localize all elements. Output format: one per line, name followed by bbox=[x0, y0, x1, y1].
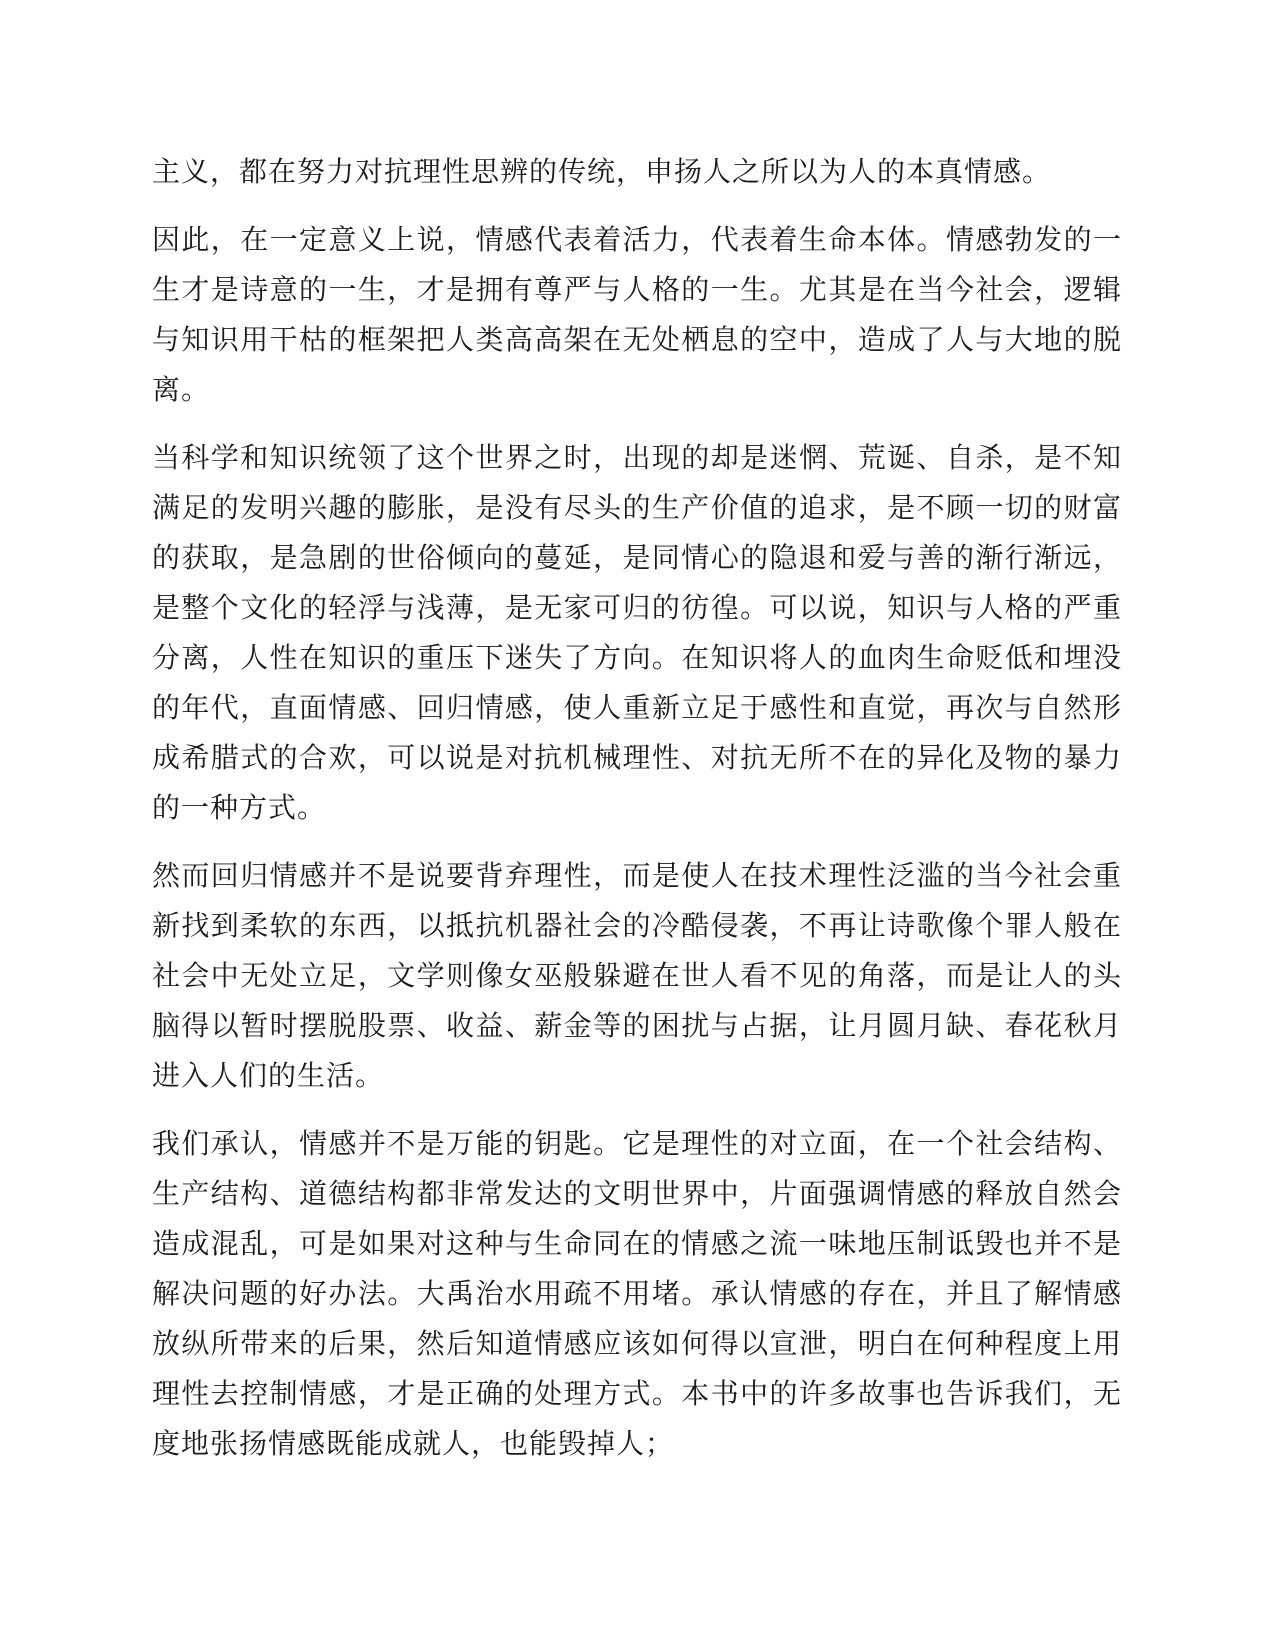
paragraph-1: 主义，都在努力对抗理性思辨的传统，申扬人之所以为人的本真情感。 bbox=[152, 155, 1052, 188]
paragraph-5: 我们承认，情感并不是万能的钥匙。它是理性的对立面，在一个社会结构、生产结构、道德结构都非常发达的文明世界中，片面强调情感的释放自然会造成混乱，可是如果对这种与生命同在的情感之流一味地压制诋毁也并不是解决问题的好办法。大禹治水用疏不用堵。承认情感的存在，并且了解情感放纵所带来的后果，然后知道情感应该如何得以宣泄，明白在何种程度上用理性去控制情感，才是正确的处理方式。本书中的许多故事也告诉我们，无度地张扬情感既能成就人，也能毁掉人； bbox=[152, 1127, 1122, 1460]
body-text bbox=[152, 147, 1122, 1487]
paragraph-2: 因此，在一定意义上说，情感代表着活力，代表着生命本体。情感勃发的一生才是诗意的一生，才是拥有尊严与人格的一生。尤其是在当今社会，逻辑与知识用干枯的框架把人类高高架在无处栖息的空中，造成了人与大地的脱离。 bbox=[152, 223, 1122, 406]
paragraph-4: 然而回归情感并不是说要背弃理性，而是使人在技术理性泛滥的当今社会重新找到柔软的东西，以抵抗机器社会的冷酷侵袭，不再让诗歌像个罪人般在社会中无处立足，文学则像女巫般躲避在世人看不见的角落，而是让人的头脑得以暂时摆脱股票、收益、薪金等的困扰与占据，让月圆月缺、春花秋月进入人们的生活。 bbox=[152, 859, 1122, 1092]
paragraph-3: 当科学和知识统领了这个世界之时，出现的却是迷惘、荒诞、自杀，是不知满足的发明兴趣的膨胀，是没有尽头的生产价值的追求，是不顾一切的财富的获取，是急剧的世俗倾向的蔓延，是同情心的隐退和爱与善的渐行渐远，是整个文化的轻浮与浅薄，是无家可归的彷徨。可以说，知识与人格的严重分离，人性在知识的重压下迷失了方向。在知识将人的血肉生命贬低和埋没的年代，直面情感、回归情感，使人重新立足于感性和直觉，再次与自然形成希腊式的合欢，可以说是对抗机械理性、对抗无所不在的异化及物的暴力的一种方式。 bbox=[152, 441, 1122, 824]
